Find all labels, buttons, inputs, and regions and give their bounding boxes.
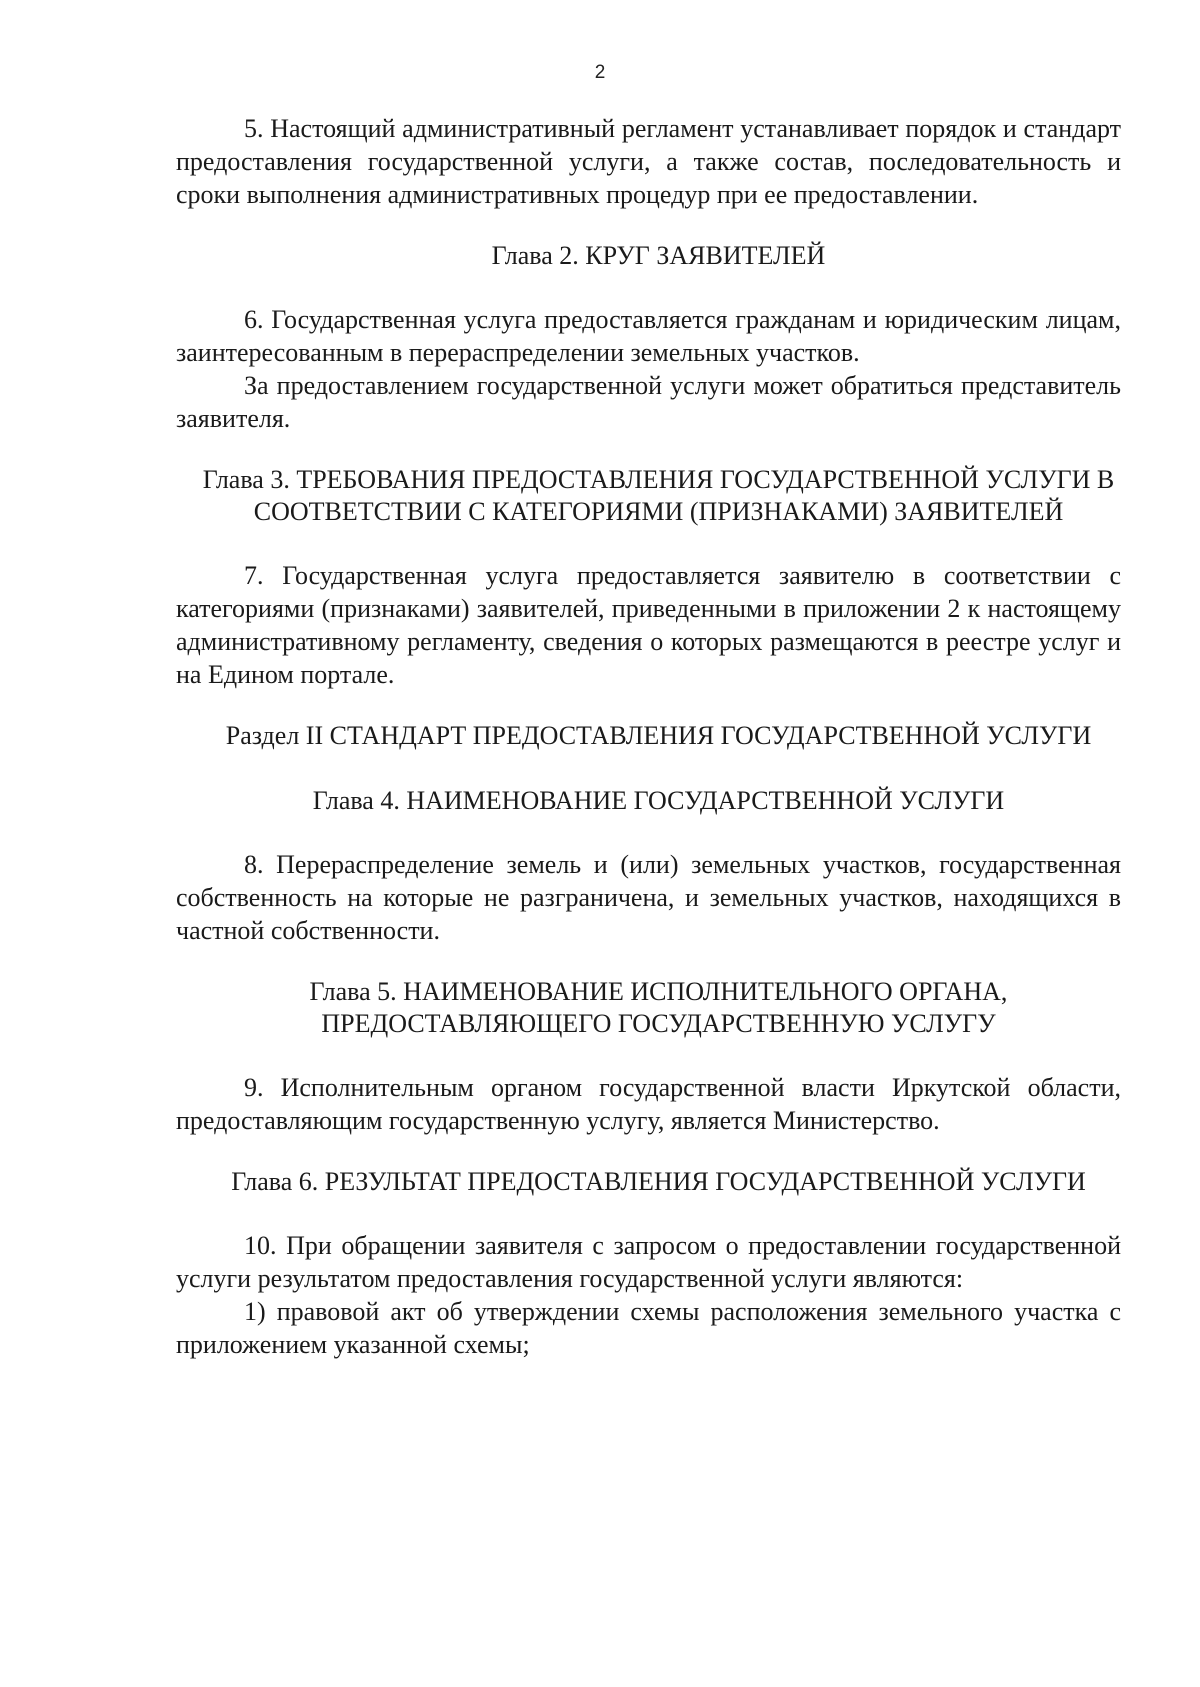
page-number: 2 <box>594 62 606 83</box>
heading-chapter-6: Глава 6. РЕЗУЛЬТАТ ПРЕДОСТАВЛЕНИЯ ГОСУДАРСТВЕННОЙ УСЛУГИ <box>231 1167 1086 1196</box>
paragraph-10-item-1: 1) правовой акт об утверждении схемы расположения земельного участка с приложением указанной схемы; <box>176 1297 1121 1359</box>
heading-chapter-5: Глава 5. НАИМЕНОВАНИЕ ИСПОЛНИТЕЛЬНОГО ОРГАНА, ПРЕДОСТАВЛЯЮЩЕГО ГОСУДАРСТВЕННУЮ УСЛУГУ <box>309 977 1008 1038</box>
document-body <box>176 112 1121 1361</box>
paragraph-10: 10. При обращении заявителя с запросом о предоставлении государственной услуги результатом предоставления государственной услуги являются: <box>176 1231 1121 1293</box>
heading-chapter-3: Глава 3. ТРЕБОВАНИЯ ПРЕДОСТАВЛЕНИЯ ГОСУДАРСТВЕННОЙ УСЛУГИ В СООТВЕТСТВИИ С КАТЕГОРИЯМИ (ПРИЗНАКАМИ) ЗАЯВИТЕЛЕЙ <box>202 465 1115 526</box>
paragraph-6-representative: За предоставлением государственной услуги может обратиться представитель заявителя. <box>176 371 1121 433</box>
heading-chapter-2: Глава 2. КРУГ ЗАЯВИТЕЛЕЙ <box>491 241 826 270</box>
heading-section-2: Раздел II СТАНДАРТ ПРЕДОСТАВЛЕНИЯ ГОСУДАРСТВЕННОЙ УСЛУГИ <box>225 721 1092 750</box>
paragraph-6: 6. Государственная услуга предоставляется гражданам и юридическим лицам, заинтересованным в перераспределении земельных участков. <box>176 305 1121 367</box>
paragraph-5: 5. Настоящий административный регламент устанавливает порядок и стандарт предоставления государственной услуги, а также состав, последовательность и сроки выполнения административных процедур при ее предоставлении. <box>176 114 1121 209</box>
paragraph-8: 8. Перераспределение земель и (или) земельных участков, государственная собственность на которые не разграничена, и земельных участков, находящихся в частной собственности. <box>176 850 1121 945</box>
paragraph-9: 9. Исполнительным органом государственной власти Иркутской области, предоставляющим государственную услугу, является Министерство. <box>176 1073 1121 1135</box>
heading-chapter-4: Глава 4. НАИМЕНОВАНИЕ ГОСУДАРСТВЕННОЙ УСЛУГИ <box>312 786 1005 815</box>
paragraph-7: 7. Государственная услуга предоставляется заявителю в соответствии с категориями (признаками) заявителей, приведенными в приложении 2 к настоящему административному регламенту, сведения о которых размещаются в реестре услуг и на Едином портале. <box>176 561 1121 689</box>
